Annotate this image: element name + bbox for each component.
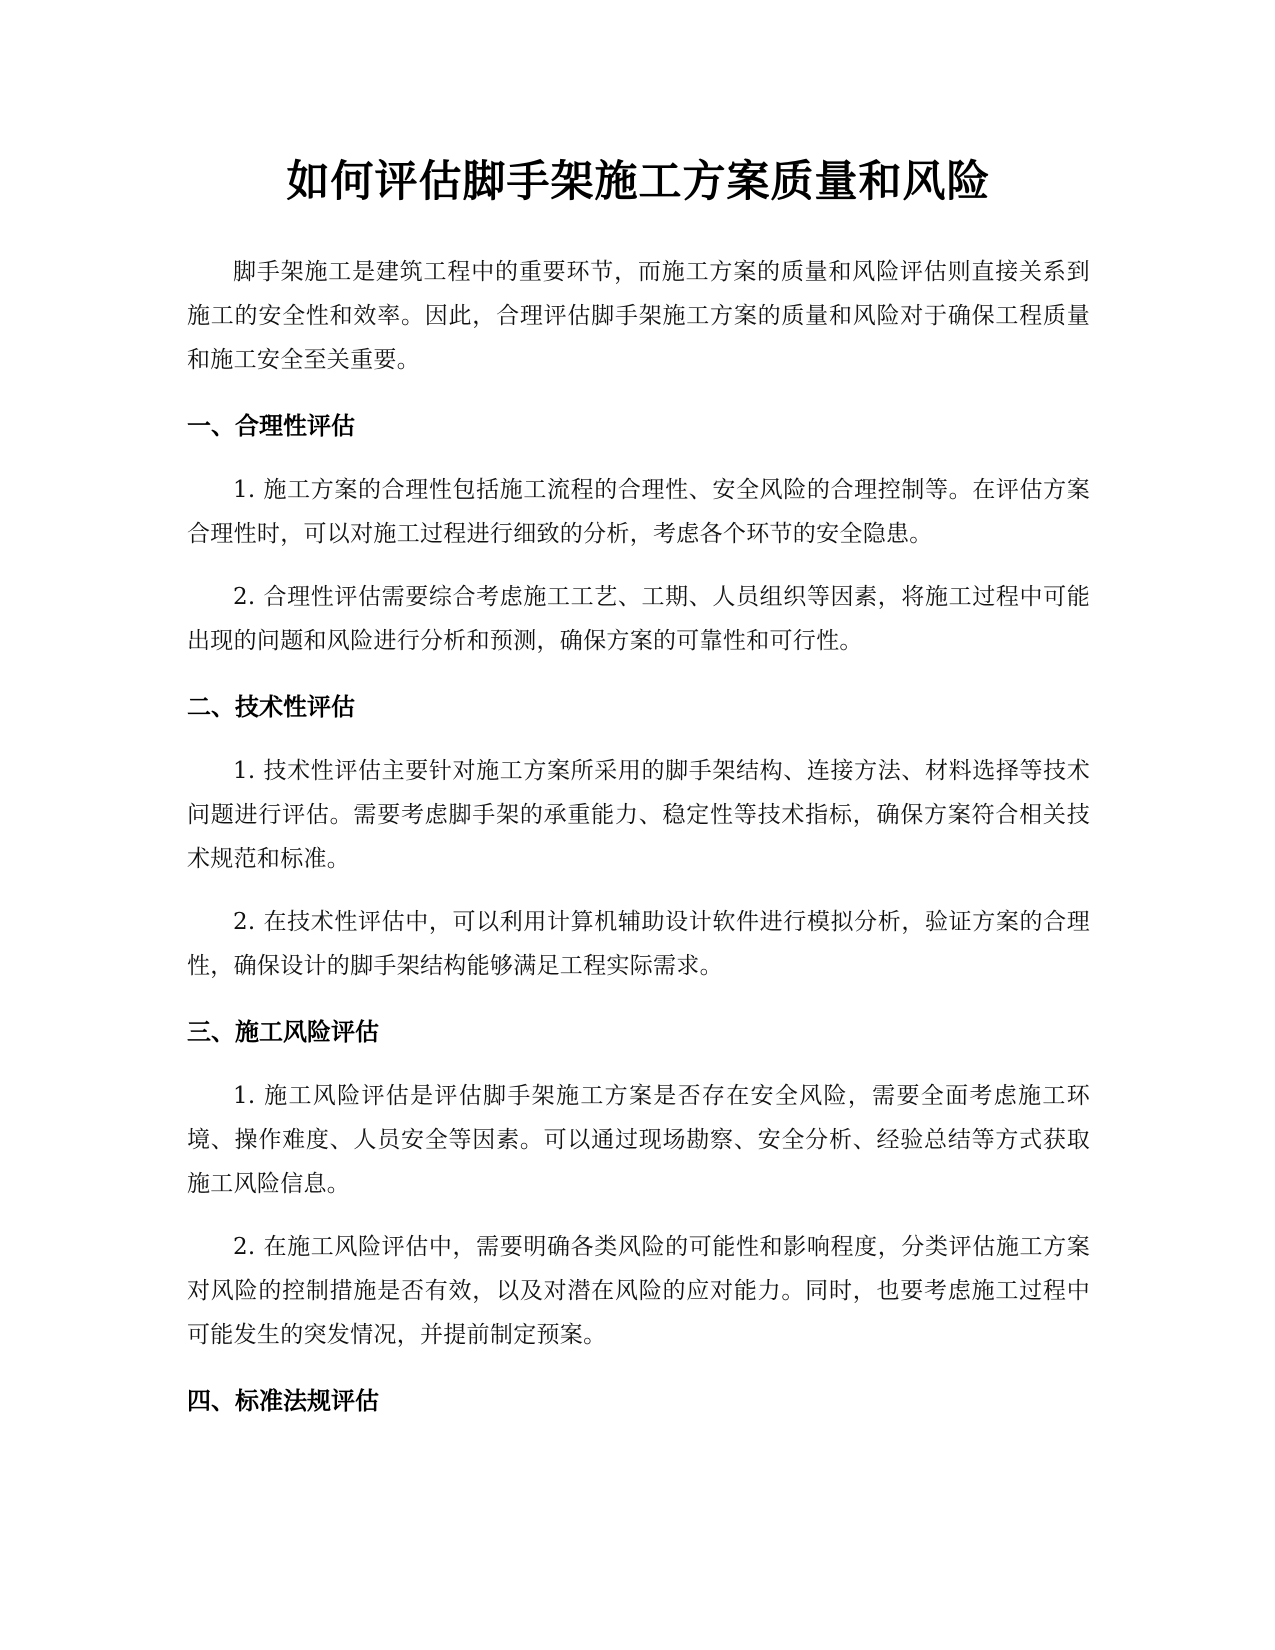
section-paragraph: 1. 技术性评估主要针对施工方案所采用的脚手架结构、连接方法、材料选择等技术问题进行评估。需要考虑脚手架的承重能力、稳定性等技术指标，确保方案符合相关技术规范和标准。 [187, 758, 1090, 872]
section-paragraph: 1. 施工方案的合理性包括施工流程的合理性、安全风险的合理控制等。在评估方案合理性时，可以对施工过程进行细致的分析，考虑各个环节的安全隐患。 [187, 477, 1090, 547]
section-paragraph: 1. 施工风险评估是评估脚手架施工方案是否存在安全风险，需要全面考虑施工环境、操作难度、人员安全等因素。可以通过现场勘察、安全分析、经验总结等方式获取施工风险信息。 [187, 1083, 1090, 1197]
section-construction-risk [187, 1010, 1090, 1357]
section-standards [187, 1379, 1090, 1423]
section-heading: 二、技术性评估 [187, 693, 355, 721]
section-paragraph: 2. 在施工风险评估中，需要明确各类风险的可能性和影响程度，分类评估施工方案对风险的控制措施是否有效，以及对潜在风险的应对能力。同时，也要考虑施工过程中可能发生的突发情况，并提前制定预案。 [187, 1234, 1090, 1348]
intro-block [187, 250, 1090, 382]
section-paragraph: 2. 合理性评估需要综合考虑施工工艺、工期、人员组织等因素，将施工过程中可能出现的问题和风险进行分析和预测，确保方案的可靠性和可行性。 [187, 584, 1090, 654]
section-technical [187, 685, 1090, 988]
section-heading: 三、施工风险评估 [187, 1018, 379, 1046]
section-rationality [187, 404, 1090, 663]
section-heading: 一、合理性评估 [187, 412, 355, 440]
section-paragraph: 2. 在技术性评估中，可以利用计算机辅助设计软件进行模拟分析，验证方案的合理性，确保设计的脚手架结构能够满足工程实际需求。 [187, 909, 1090, 979]
document-body [187, 142, 1090, 1443]
section-heading: 四、标准法规评估 [187, 1387, 379, 1415]
document-title: 如何评估脚手架施工方案质量和风险 [286, 157, 991, 207]
intro-paragraph: 脚手架施工是建筑工程中的重要环节，而施工方案的质量和风险评估则直接关系到施工的安全性和效率。因此，合理评估脚手架施工方案的质量和风险对于确保工程质量和施工安全至关重要。 [187, 259, 1090, 373]
